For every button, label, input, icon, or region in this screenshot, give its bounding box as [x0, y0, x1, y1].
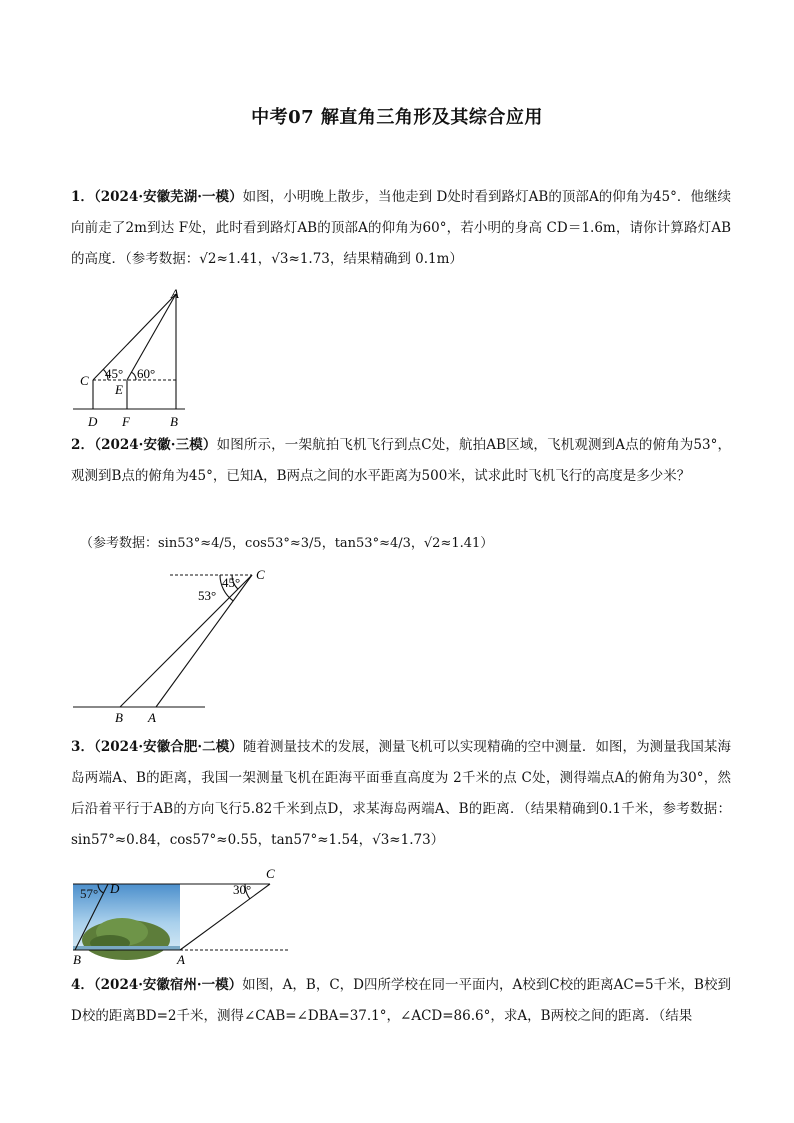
- angle-label-53: 53°: [198, 588, 217, 603]
- problem-number: 1．: [71, 189, 94, 205]
- label-C: C: [266, 866, 275, 881]
- problem-text: 如图所示，一架航拍飞机飞行到点C处，航拍AB区域，飞机观测到A点的俯角为53°，观测到B点的俯角为45°，已知A，B两点之间的水平距离为500米，试求此时飞机飞行的高度是多少米？: [71, 437, 731, 484]
- label-D: D: [88, 414, 98, 429]
- problem-1: [71, 182, 731, 275]
- label-A: A: [177, 952, 185, 967]
- label-D: D: [110, 881, 120, 896]
- problem-3: [71, 732, 731, 856]
- label-B: B: [170, 414, 178, 429]
- problem-source: （2024·安徽合肥·二模）: [94, 739, 243, 755]
- problem-number: 3．: [71, 739, 95, 755]
- problem-text: 如图，小明晚上散步，当他走到 D处时看到路灯AB的顶部A的仰角为45°．他继续向前走了2m到达 F处，此时看到路灯AB的顶部A的仰角为60°，若小明的身高 CD＝1.6m，请你计算路灯AB的高度．（参考数据：√2≈1.41，√3≈1.73，结果精确到 0.1m）: [71, 189, 731, 267]
- label-B: B: [115, 710, 123, 725]
- angle-label-30: 30°: [233, 882, 252, 897]
- problem-text: 随着测量技术的发展，测量飞机可以实现精确的空中测量．如图，为测量我国某海岛两端A、B的距离，我国一架测量飞机在距海平面垂直高度为 2千米的点 C处，测得端点A的俯角为30°，然后沿着平行于AB的方向飞行5.82千米到点D，求某海岛两端A、B的距离．（结果精确到0.1千米，参考数据：sin57°≈0.84，cos57°≈0.55，tan57°≈1.54，√3≈1.73）: [71, 739, 731, 848]
- problem-2-reference: （参考数据：sin53°≈4/5，cos53°≈3/5，tan53°≈4/3，√2≈1.41）: [80, 536, 494, 551]
- angle-label-57: 57°: [80, 886, 99, 901]
- figure-1-streetlight: [70, 284, 200, 429]
- angle-label-45: 45°: [105, 366, 124, 381]
- page-title: 中考07 解直角三角形及其综合应用: [251, 107, 543, 128]
- problem-number: 2．: [71, 437, 95, 453]
- problem-source: （2024·安徽芜湖·一模）: [93, 189, 243, 205]
- problem-text: 如图，A，B，C，D四所学校在同一平面内，A校到C校的距离AC=5千米，B校到D校的距离BD=2千米，测得∠CAB=∠DBA=37.1°，∠ACD=86.6°，求A，B两校之间的距离．（结果: [71, 977, 731, 1024]
- problem-4: [71, 970, 731, 1032]
- label-C: C: [256, 567, 265, 582]
- figure-3-island: [70, 864, 300, 968]
- label-A: A: [148, 710, 156, 725]
- label-E: E: [115, 382, 123, 397]
- label-C: C: [80, 373, 89, 388]
- figure-2-aircraft: [70, 563, 280, 725]
- label-F: F: [122, 414, 130, 429]
- problem-source: （2024·安徽宿州·一模）: [93, 977, 243, 993]
- problem-source: （2024·安徽·三模）: [94, 437, 217, 453]
- problem-2: [71, 430, 731, 492]
- problem-number: 4．: [71, 977, 94, 993]
- label-B: B: [73, 952, 81, 967]
- angle-label-45: 45°: [222, 575, 241, 590]
- label-A: A: [171, 286, 179, 301]
- angle-label-60: 60°: [137, 366, 156, 381]
